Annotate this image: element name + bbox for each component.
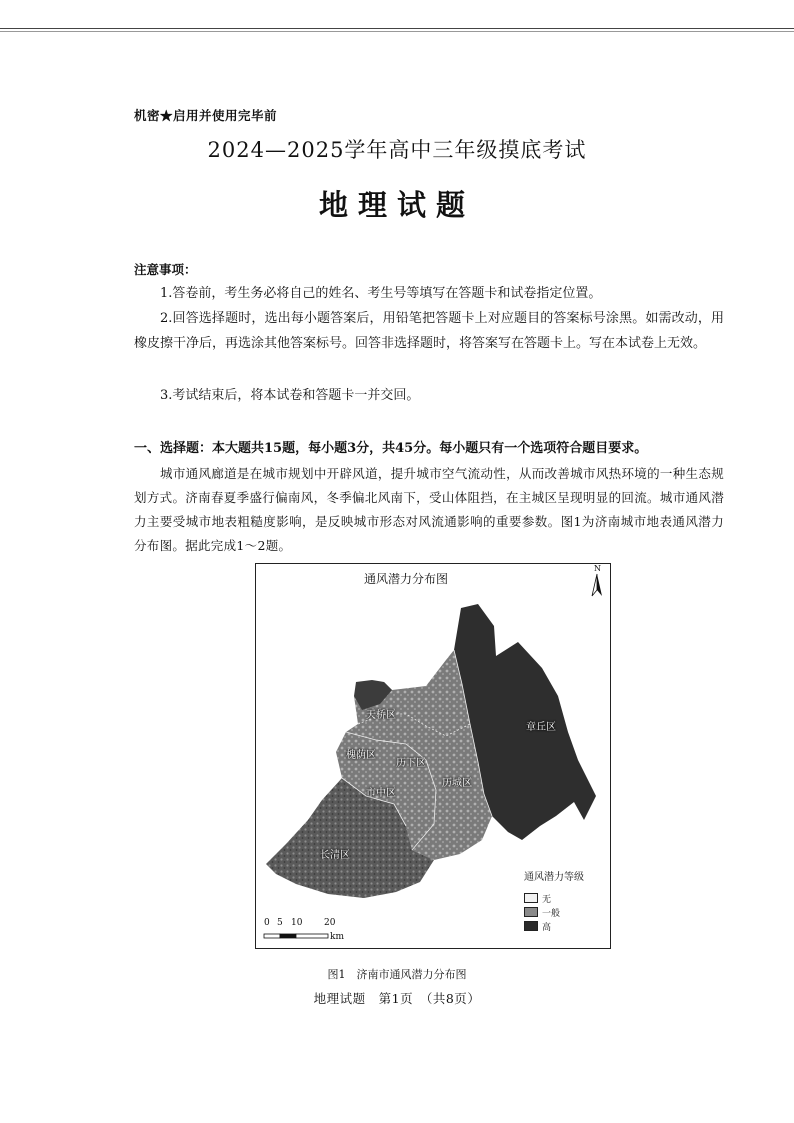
- north-label: N: [594, 564, 601, 573]
- district-label-licheng: 历城区: [442, 778, 472, 789]
- subject-title: 地理试题: [318, 188, 475, 222]
- district-label-changqing: 长清区: [320, 850, 350, 861]
- legend-swatch-none: [524, 893, 538, 903]
- map-title: 通风潜力分布图: [363, 572, 448, 586]
- legend-row: [524, 919, 608, 933]
- map-legend: [524, 868, 608, 933]
- legend-row: [524, 905, 608, 919]
- scale-tick: 0: [264, 918, 270, 928]
- scan-edge-line: [0, 28, 794, 29]
- exam-title: 2024—2025学年高中三年级摸底考试: [207, 138, 587, 162]
- scale-tick: 20: [324, 918, 336, 928]
- figure-caption: 图1 济南市通风潜力分布图: [327, 968, 467, 981]
- question-intro: 城市通风廊道是在城市规划中开辟风道，提升城市空气流动性，从而改善城市风热环境的一种生态规划方式。济南春夏季盛行偏南风，冬季偏北风南下，受山体阻挡，在主城区呈现明显的回流。城市通风潜力主要受城市地表粗糙度影响，是反映城市形态对风流通影响的重要参数。图1为济南城市地表通风潜力分布图。据此完成1～2题。: [134, 466, 724, 553]
- legend-label: 无: [542, 894, 552, 905]
- ventilation-map: [255, 563, 611, 949]
- scale-bar: [264, 934, 328, 938]
- scale-unit: km: [330, 932, 344, 942]
- notice-item-2: 2.回答选择题时，选出每小题答案后，用铅笔把答题卡上对应题目的答案标号涂黑。如需改动，用橡皮擦干净后，再选涂其他答案标号。回答非选择题时，将答案写在答题卡上。写在本试卷上无效。: [134, 311, 724, 351]
- notice-item-1: 1.答卷前，考生务必将自己的姓名、考生号等填写在答题卡和试卷指定位置。: [160, 286, 602, 301]
- scale-tick: 5: [277, 918, 283, 928]
- scan-edge-line-secondary: [0, 31, 794, 32]
- legend-label: 一般: [542, 908, 561, 919]
- notice-heading: 注意事项：: [134, 262, 197, 277]
- district-label-huaiyin: 槐荫区: [346, 750, 376, 761]
- notice-item-3: 3.考试结束后，将本试卷和答题卡一并交回。: [160, 388, 420, 403]
- district-label-lixia: 历下区: [396, 758, 426, 769]
- scale-tick: 10: [291, 918, 303, 928]
- legend-swatch-medium: [524, 907, 538, 917]
- legend-label: 高: [542, 922, 552, 933]
- legend-row: [524, 891, 608, 905]
- district-label-zhangqiu: 章丘区: [526, 722, 556, 733]
- district-label-shizhong: 市中区: [366, 788, 396, 799]
- confidential-label: 机密★启用并使用完毕前: [134, 108, 278, 123]
- district-label-tianqiao: 天桥区: [366, 710, 396, 721]
- legend-title: 通风潜力等级: [524, 872, 584, 883]
- legend-swatch-high: [524, 921, 538, 931]
- section-heading: 一、选择题：本大题共15题，每小题3分，共45分。每小题只有一个选项符合题目要求。: [134, 441, 648, 456]
- page-footer: 地理试题 第1页 （共8页）: [313, 991, 481, 1006]
